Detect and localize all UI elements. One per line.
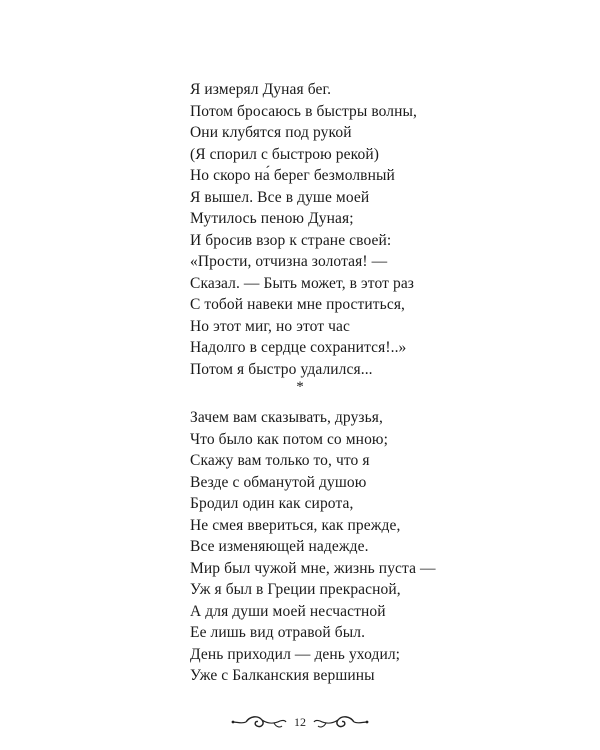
verse-line: Уж я был в Греции прекрасной, xyxy=(190,581,401,598)
verse-line: И бросив взор к стране своей: xyxy=(190,231,392,249)
stanza-2 xyxy=(190,407,436,687)
verse-line: Сказал. — Быть может, в этот раз xyxy=(190,274,415,292)
verse-line: Не смея ввериться, как прежде, xyxy=(190,516,401,534)
verse-line: Мир был чужой мне, жизнь пуста — xyxy=(190,559,436,577)
verse-line: Они клубятся под рукой xyxy=(190,124,352,141)
flourish-left-icon xyxy=(230,711,288,733)
verse-line: Потом я быстро удалился... xyxy=(190,360,373,378)
verse-line: Я измерял Дуная бег. xyxy=(190,81,332,98)
page-footer xyxy=(0,707,600,737)
verse-line: Надолго в сердце сохранится!..» xyxy=(190,339,407,356)
verse-line: Везде с обманутой душою xyxy=(190,473,367,491)
verse-line: Потом бросаюсь в быстры волны, xyxy=(190,102,418,120)
verse-line: (Я спорил с быстрою рекой) xyxy=(190,145,379,163)
verse-line: Но этот миг, но этот час xyxy=(190,317,350,335)
verse-line: Ее лишь вид отравой был. xyxy=(190,624,366,641)
verse-line: Но скоро на́ берег безмолвный xyxy=(190,167,395,184)
stanza-1 xyxy=(190,79,417,380)
verse-line: Я вышел. Все в душе моей xyxy=(190,188,370,206)
page-number: 12 xyxy=(294,715,306,729)
section-divider-asterisk: * xyxy=(296,379,304,395)
verse-line: С тобой навеки мне проститься, xyxy=(190,296,406,313)
verse-line: Уже с Балканския вершины xyxy=(190,667,375,684)
verse-line: Бродил один как сирота, xyxy=(190,495,354,512)
verse-line: Зачем вам сказывать, друзья, xyxy=(190,409,384,426)
verse-line: Мутилось пеною Дуная; xyxy=(190,210,354,227)
verse-line: Все изменяющей надежде. xyxy=(190,538,369,555)
flourish-right-icon xyxy=(312,711,370,733)
verse-line: «Прости, отчизна золотая! — xyxy=(190,253,388,270)
verse-line: Что было как потом со мною; xyxy=(190,430,389,448)
verse-line: День приходил — день уходил; xyxy=(190,645,401,663)
verse-line: А для души моей несчастной xyxy=(190,602,386,620)
verse-line: Скажу вам только то, что я xyxy=(190,452,370,469)
